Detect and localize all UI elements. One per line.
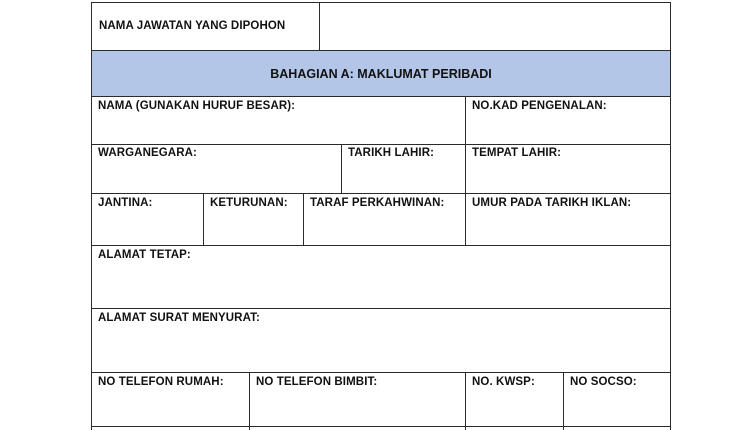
socso-number-label: NO SOCSO: — [570, 376, 637, 388]
date-of-birth-label: TARIKH LAHIR: — [348, 147, 435, 159]
table-border — [91, 426, 671, 427]
position-applied-label: NAMA JAWATAN YANG DIPOHON — [99, 20, 286, 32]
home-phone-label: NO TELEFON RUMAH: — [98, 376, 224, 388]
gender-label: JANTINA: — [98, 197, 153, 209]
permanent-address-label: ALAMAT TETAP: — [98, 249, 191, 261]
table-border — [465, 426, 466, 430]
position-applied-field[interactable] — [320, 3, 670, 50]
table-border — [249, 426, 250, 430]
place-of-birth-label: TEMPAT LAHIR: — [472, 147, 562, 159]
table-border — [91, 50, 671, 51]
marital-status-label: TARAF PERKAHWINAN: — [310, 197, 445, 209]
table-border — [670, 2, 671, 430]
citizenship-label: WARGANEGARA: — [98, 147, 197, 159]
mobile-phone-label: NO TELEFON BIMBIT: — [256, 376, 378, 388]
section-a-title: BAHAGIAN A: MAKLUMAT PERIBADI — [270, 67, 492, 81]
age-label: UMUR PADA TARIKH IKLAN: — [472, 197, 632, 209]
epf-number-label: NO. KWSP: — [472, 376, 535, 388]
ic-number-label: NO.KAD PENGENALAN: — [472, 100, 607, 112]
mailing-address-label: ALAMAT SURAT MENYURAT: — [98, 312, 260, 324]
ethnicity-label: KETURUNAN: — [210, 197, 288, 209]
full-name-label: NAMA (GUNAKAN HURUF BESAR): — [98, 100, 296, 112]
